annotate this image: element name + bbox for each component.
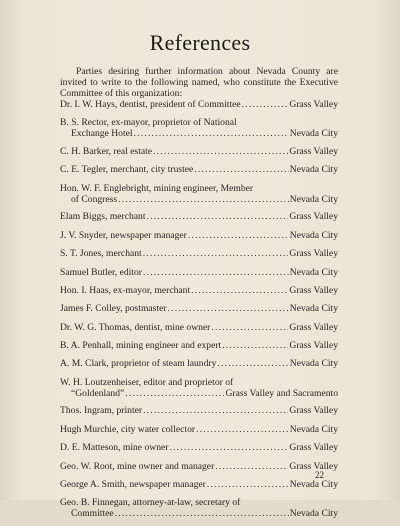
reference-row (60, 194, 338, 205)
reference-row (60, 99, 338, 110)
reference-row (60, 285, 338, 296)
reference-row (60, 303, 338, 314)
dot-leader (207, 479, 289, 490)
reference-entry (60, 461, 338, 472)
reference-entry (60, 211, 338, 222)
reference-row (60, 164, 338, 175)
reference-name: Thos. Ingram, printer (60, 405, 143, 417)
reference-entry (60, 99, 338, 110)
reference-location: Grass Valley (289, 442, 338, 454)
reference-first-line: Hon. W. F. Englebright, mining engineer, Member (60, 182, 254, 194)
dot-leader (211, 322, 288, 333)
reference-first-line: Geo. B. Finnegan, attorney-at-law, secretary of (60, 497, 241, 509)
intro-paragraph: Parties desiring further information about Nevada County are invited to write to the following named, who constitute the Executive Committee of this organization: (60, 66, 338, 100)
dot-leader (147, 211, 289, 222)
reference-location: Nevada City (289, 164, 338, 176)
reference-entry (60, 479, 338, 490)
reference-entry (60, 267, 338, 278)
reference-location: Nevada City (289, 358, 338, 370)
reference-name: Dr. I. W. Hays, dentist, president of Committee (60, 99, 241, 110)
reference-name: Samuel Butler, editor (60, 266, 142, 278)
reference-location: Nevada City (289, 128, 338, 140)
reference-name: “Goldenland” (71, 387, 125, 399)
reference-entry (60, 442, 338, 453)
dot-leader (191, 285, 288, 296)
dot-leader (222, 340, 288, 351)
reference-location: Grass Valley (289, 248, 338, 260)
reference-entry (60, 424, 338, 435)
reference-row (60, 424, 338, 435)
dot-leader (143, 267, 289, 278)
reference-name: Geo. W. Root, mine owner and manager (60, 460, 215, 472)
reference-location: Grass Valley (289, 460, 338, 472)
reference-location: Grass Valley (289, 99, 338, 110)
reference-name: J. V. Snyder, newspaper manager (60, 229, 187, 241)
reference-row (60, 211, 338, 222)
page-title: References (149, 30, 251, 55)
dot-leader (196, 424, 289, 435)
reference-row (60, 322, 338, 333)
reference-location: Nevada City (289, 423, 338, 435)
dot-leader (118, 194, 289, 205)
reference-entry (60, 303, 338, 314)
dot-leader (194, 164, 288, 175)
reference-entry (60, 405, 338, 416)
page-number: 22 (315, 470, 324, 480)
dot-leader (115, 508, 289, 519)
reference-row (60, 405, 338, 416)
reference-first-line: B. S. Rector, ex-mayor, proprietor of National (60, 117, 237, 129)
reference-location: Nevada City (289, 303, 338, 315)
reference-location: Grass Valley (289, 211, 338, 223)
dot-leader (153, 146, 288, 157)
reference-location: Nevada City (289, 508, 338, 520)
reference-name: of Congress (71, 193, 118, 205)
reference-row (60, 146, 338, 157)
dot-leader (217, 358, 288, 369)
dot-leader (134, 128, 289, 139)
reference-name: Hugh Murchie, city water collector (60, 423, 196, 435)
reference-entry (60, 497, 338, 519)
reference-entry (60, 377, 338, 399)
reference-entry (60, 164, 338, 175)
reference-entry (60, 183, 338, 205)
reference-entry (60, 358, 338, 369)
reference-name: D. E. Matteson, mine owner (60, 442, 169, 454)
reference-location: Nevada City (289, 266, 338, 278)
reference-entry (60, 117, 338, 139)
reference-name: B. A. Penhall, mining engineer and expert (60, 340, 222, 352)
reference-entry (60, 285, 338, 296)
reference-entry (60, 322, 338, 333)
reference-row (60, 479, 338, 490)
dot-leader (215, 461, 288, 472)
reference-entry (60, 146, 338, 157)
reference-location: Nevada City (289, 193, 338, 205)
reference-location: Grass Valley (289, 405, 338, 417)
reference-row (60, 340, 338, 351)
reference-name: Dr. W. G. Thomas, dentist, mine owner (60, 321, 211, 333)
reference-row (60, 508, 338, 519)
reference-entry (60, 340, 338, 351)
reference-row (60, 358, 338, 369)
dot-leader (188, 230, 289, 241)
dot-leader (169, 442, 288, 453)
dot-leader (242, 99, 289, 110)
dot-leader (143, 405, 288, 416)
reference-name: Hon. I. Haas, ex-mayor, merchant (60, 284, 191, 296)
reference-name: C. H. Barker, real estate (60, 145, 153, 157)
reference-name: S. T. Jones, merchant (60, 248, 142, 260)
reference-name: James F. Colley, postmaster (60, 303, 167, 315)
reference-location: Nevada City (289, 229, 338, 241)
reference-row (60, 128, 338, 139)
reference-location: Nevada City (289, 479, 338, 491)
dot-leader (168, 303, 289, 314)
reference-name: Elam Biggs, merchant (60, 211, 146, 223)
dot-leader (125, 388, 224, 399)
dot-leader (143, 248, 289, 259)
reference-first-line: W. H. Loutzenheiser, editor and proprietor of (60, 376, 234, 388)
reference-row (60, 461, 338, 472)
reference-name: Exchange Hotel (71, 128, 133, 140)
reference-entry (60, 248, 338, 259)
reference-name: C. E. Tegler, merchant, city trustee (60, 164, 194, 176)
reference-row (60, 230, 338, 241)
reference-location: Grass Valley (289, 284, 338, 296)
reference-location: Grass Valley and Sacramento (225, 387, 338, 399)
reference-name: George A. Smith, newspaper manager (60, 479, 206, 491)
reference-name: A. M. Clark, proprietor of steam laundry (60, 358, 217, 370)
reference-name: Committee (71, 508, 114, 520)
references-list (60, 99, 338, 526)
reference-entry (60, 230, 338, 241)
reference-row (60, 388, 338, 399)
reference-location: Grass Valley (289, 321, 338, 333)
reference-location: Grass Valley (289, 340, 338, 352)
reference-row (60, 248, 338, 259)
reference-row (60, 442, 338, 453)
reference-row (60, 267, 338, 278)
reference-location: Grass Valley (289, 145, 338, 157)
